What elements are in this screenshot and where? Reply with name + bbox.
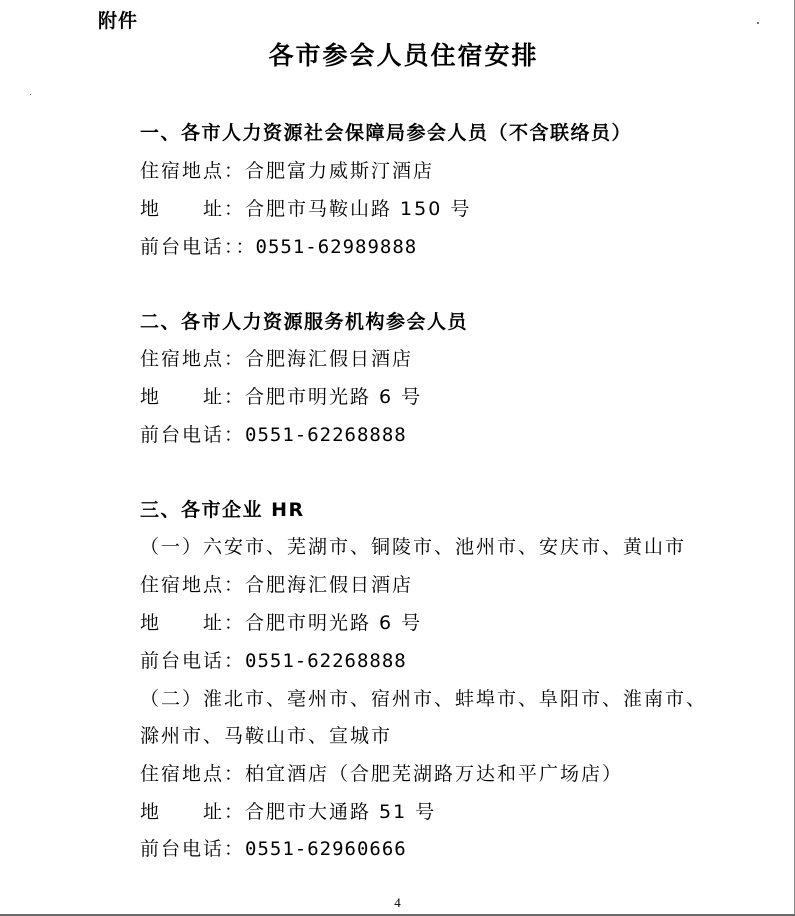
address-value: 合肥市明光路 6 号 [245,386,423,408]
stay-label: 住宿地点： [140,574,246,596]
section-2-address [140,382,422,409]
section-1-heading: 一、各市人力资源社会保障局参会人员（不含联络员） [140,122,633,144]
address-label: 地 址： [140,612,246,634]
stay-value: 合肥海汇假日酒店 [245,574,414,596]
subgroup-1-stay [140,570,413,597]
stay-value: 柏宜酒店（合肥芜湖路万达和平广场店） [245,763,624,785]
subgroup-2-cities-line1: （二）淮北市、亳州市、宿州市、蚌埠市、阜阳市、淮南市、 [140,688,708,710]
stay-label: 住宿地点： [140,763,246,785]
page-number: 4 [394,895,401,910]
section-1-address [140,194,471,221]
subgroup-2-cities-line2: 滁州市、马鞍山市、宣城市 [140,725,393,747]
address-label: 地 址： [140,386,246,408]
phone-label: 前台电话： [140,236,236,258]
phone-value: 0551-62960666 [245,838,407,860]
subgroup-2-stay [140,759,623,786]
attachment-label: 附件 [98,10,139,32]
stay-label: 住宿地点： [140,348,246,370]
phone-value: 0551-62268888 [245,424,407,446]
subgroup-2-phone [140,834,407,861]
section-1-phone [140,232,417,259]
scan-speck [30,94,31,95]
stay-value: 合肥富力威斯汀酒店 [245,160,435,182]
phone-value: ：0551-62989888 [235,236,418,258]
address-value: 合肥市马鞍山路 150 号 [245,198,472,220]
section-2-stay [140,344,413,371]
subgroup-1-cities: （一）六安市、芜湖市、铜陵市、池州市、安庆市、黄山市 [140,536,687,558]
address-value: 合肥市明光路 6 号 [245,612,423,634]
subgroup-2-address [140,797,436,824]
address-label: 地 址： [140,801,246,823]
page-title: 各市参会人员住宿安排 [268,41,539,70]
stay-label: 住宿地点： [140,160,246,182]
section-2-phone [140,420,407,447]
subgroup-1-address [140,608,422,635]
phone-label: 前台电话： [140,424,246,446]
section-1-stay [140,156,434,183]
scan-speck [757,22,759,24]
address-value: 合肥市大通路 51 号 [245,801,437,823]
phone-label: 前台电话： [140,838,246,860]
phone-value: 0551-62268888 [245,650,407,672]
subgroup-1-phone [140,646,407,673]
phone-label: 前台电话： [140,650,246,672]
address-label: 地 址： [140,198,246,220]
stay-value: 合肥海汇假日酒店 [245,348,414,370]
section-2-heading: 二、各市人力资源服务机构参会人员 [140,311,469,333]
section-3-heading: 三、各市企业 HR [140,499,305,521]
